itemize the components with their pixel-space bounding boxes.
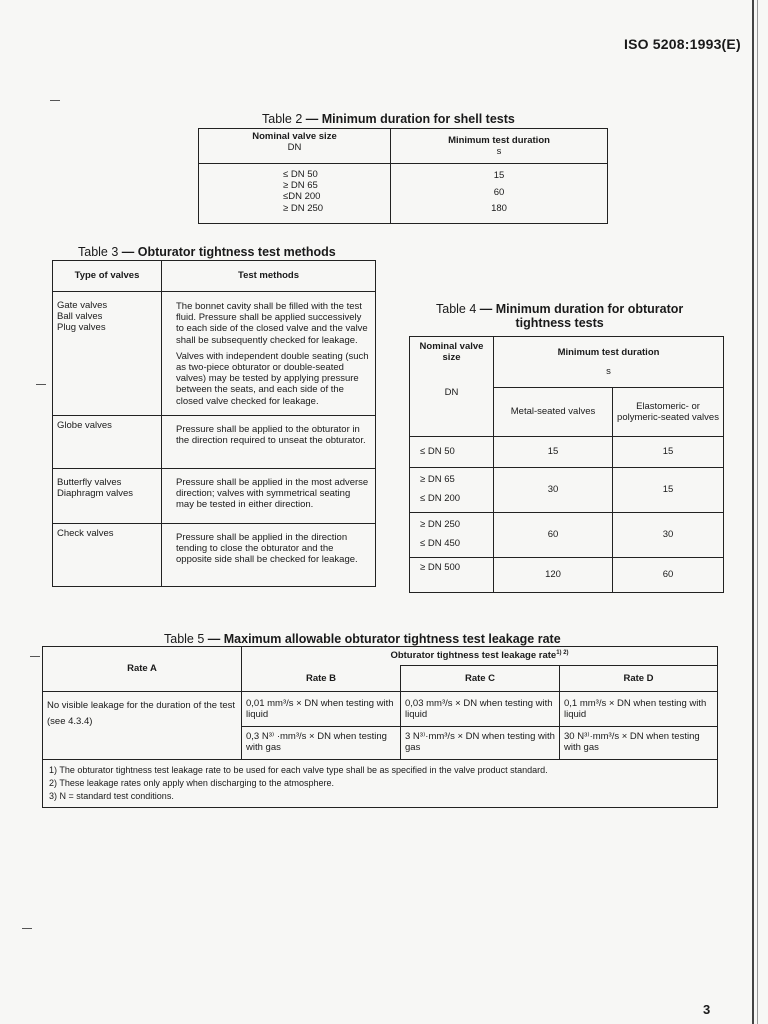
table3-valve-type: Check valves [57, 527, 114, 539]
standard-designation: ISO 5208:1993(E) [624, 36, 741, 52]
table2-size: ≥ DN 250 [283, 202, 324, 214]
table3-valve-type: Ball valves [57, 311, 103, 323]
table4-size-cell [410, 468, 494, 513]
table2-duration: 180 [491, 203, 507, 215]
table3-col1-header: Type of valves [53, 261, 162, 292]
table3 [52, 260, 376, 587]
table3-method-text: The bonnet cavity shall be filled with the test fluid. Pressure shall be applied successively to each side of the closed valve and the valve shall be subsequently checked for leakage. [176, 301, 368, 346]
table5-group-header-text: Obturator tightness test leakage rate [390, 650, 557, 662]
margin-mark [22, 928, 32, 929]
margin-mark [30, 656, 40, 657]
table4-header-size [410, 337, 494, 437]
table3-methods-cell [162, 523, 376, 586]
table4-size-cell [410, 513, 494, 558]
table4-size: ≥ DN 500 [420, 562, 461, 573]
margin-mark [36, 384, 46, 385]
table5-group-header-sup: 1) 2) [556, 650, 569, 657]
table5-rate-c-header: Rate C [401, 666, 560, 692]
table2-header-duration [391, 129, 608, 164]
table2-col1-header: Nominal valve size [252, 131, 337, 142]
table4-col2-unit: s [606, 366, 611, 377]
table5-rate-a-reference: (see 4.3.4) [47, 716, 93, 728]
table3-valve-type: Plug valves [57, 322, 106, 334]
table4-header-duration [494, 337, 724, 388]
table2-caption-title: — Minimum duration for shell tests [302, 112, 515, 126]
table3-method-text: Pressure shall be applied in the direction tending to close the obturator and the opposite side shall be checked for leakage. [176, 531, 358, 566]
table4-size-cell [410, 558, 494, 593]
table5-caption-number: Table 5 [164, 632, 205, 646]
table4-elasto-value: 15 [613, 468, 724, 513]
table2-col2-header: Minimum test duration [448, 134, 550, 146]
table4-size-cell [410, 437, 494, 468]
table3-types-cell [53, 468, 162, 523]
margin-mark [50, 100, 60, 101]
table2-duration: 60 [493, 186, 505, 198]
page-edge [752, 0, 754, 1024]
table5 [42, 646, 718, 808]
table5-rate-c-liquid: 0,03 mm³/s × DN when testing with liquid [401, 692, 560, 727]
table3-valve-type: Diaphragm valves [57, 488, 134, 500]
table4-col1-unit: DN [444, 387, 459, 399]
table4-col1-header: Nominal valve size [419, 341, 484, 364]
table5-rate-b-gas: 0,3 N³⁾ ·mm³/s × DN when testing with gas [242, 727, 401, 760]
table4-caption [436, 302, 683, 330]
table2-duration: 15 [493, 170, 505, 181]
table5-footnote: 1) The obturator tightness test leakage rate to be used for each valve type shall be as specified in the valve product standard. [49, 765, 548, 775]
table3-types-cell [53, 415, 162, 468]
table5-rate-a-header: Rate A [43, 647, 242, 692]
table2-col1-unit: DN [287, 142, 302, 154]
table3-caption [78, 245, 336, 259]
table3-method-text: Pressure shall be applied to the obturator in the direction required to unseat the obturator. [176, 423, 366, 447]
table5-footnote: 3) N = standard test conditions. [49, 791, 174, 802]
table4-elasto-value: 60 [613, 558, 724, 593]
table3-caption-title: — Obturator tightness test methods [118, 245, 336, 259]
page-edge-shadow [757, 0, 758, 1024]
table3-caption-number: Table 3 [78, 245, 119, 259]
table2-durations-cell [391, 164, 608, 224]
table3-methods-cell [162, 415, 376, 468]
table5-notes [43, 760, 718, 808]
table3-types-cell [53, 292, 162, 416]
table3-methods-cell [162, 292, 376, 416]
table5-rate-b-liquid: 0,01 mm³/s × DN when testing with liquid [242, 692, 401, 727]
table5-group-header [242, 647, 718, 666]
table2-caption [262, 112, 515, 126]
page-number: 3 [703, 1002, 711, 1017]
table4-metal-value: 15 [494, 437, 613, 468]
table2 [198, 128, 608, 224]
table2-header-size [199, 129, 391, 164]
table5-caption-title: — Maximum allowable obturator tightness test leakage rate [204, 632, 561, 646]
table3-valve-type: Gate valves [57, 300, 108, 311]
table4-size: ≤ DN 50 [420, 446, 455, 458]
table5-rate-a-cell [43, 692, 242, 760]
table3-col2-header: Test methods [162, 261, 376, 292]
table5-rate-b-header: Rate B [242, 666, 401, 692]
table3-valve-type: Globe valves [57, 419, 112, 431]
table2-sizes-cell [199, 164, 391, 224]
table4-col2-header: Minimum test duration [557, 346, 660, 358]
table5-rate-a-text: No visible leakage for the duration of the test [47, 700, 236, 711]
table4-size: ≥ DN 65 [420, 474, 455, 485]
table4-sub-elasto: Elastomeric- or polymeric-seated valves [613, 388, 724, 437]
table4 [409, 336, 724, 593]
table4-metal-value: 30 [494, 468, 613, 513]
table3-methods-cell [162, 468, 376, 523]
table4-size: ≤ DN 450 [420, 538, 461, 549]
table4-sub-metal: Metal-seated valves [494, 388, 613, 437]
table4-elasto-value: 15 [613, 437, 724, 468]
table4-size: ≤ DN 200 [420, 493, 461, 504]
table5-rate-d-gas: 30 N³⁾·mm³/s × DN when testing with gas [560, 727, 718, 760]
table4-size: ≥ DN 250 [420, 519, 461, 530]
table2-size: ≥ DN 65 [283, 180, 318, 192]
table4-metal-value: 120 [494, 558, 613, 593]
table5-caption [164, 632, 561, 646]
table5-rate-d-liquid: 0,1 mm³/s × DN when testing with liquid [560, 692, 718, 727]
table5-rate-d-header: Rate D [560, 666, 718, 692]
table4-elasto-value: 30 [613, 513, 724, 558]
table4-caption-title: — Minimum duration for obturator [476, 302, 684, 316]
table4-caption-number: Table 4 [436, 302, 477, 316]
table4-metal-value: 60 [494, 513, 613, 558]
table5-footnote: 2) These leakage rates only apply when discharging to the atmosphere. [49, 778, 335, 789]
table3-method-text: Valves with independent double seating (such as two-piece obturator or double-seated valves) may be tested by applying pressure between the seats, and each side of the closed valve checked for leakage. [176, 350, 369, 407]
table2-caption-number: Table 2 [262, 112, 303, 126]
table4-caption-title-line2: tightness tests [515, 316, 604, 330]
table2-size: ≤ DN 50 [283, 169, 318, 180]
table3-method-text: Pressure shall be applied in the most adverse direction; valves with symmetrical seating may be tested in either direction. [176, 476, 369, 511]
table3-valve-type: Butterfly valves [57, 476, 122, 488]
table5-rate-c-gas: 3 N³⁾·mm³/s × DN when testing with gas [401, 727, 560, 760]
table2-col2-unit: s [496, 146, 502, 157]
table2-size: ≤DN 200 [283, 191, 321, 203]
table3-types-cell [53, 523, 162, 586]
